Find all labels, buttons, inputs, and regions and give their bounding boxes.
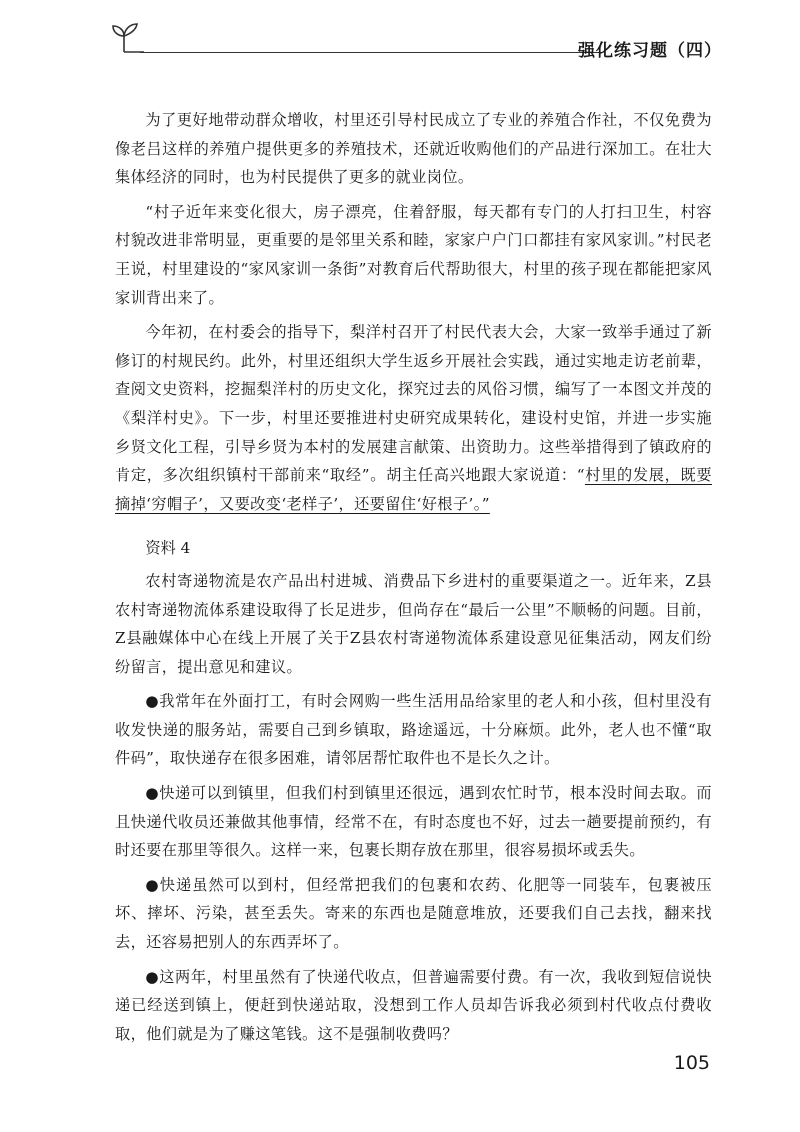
sprout-icon	[110, 22, 146, 54]
comment-item: ●我常年在外面打工，有时会网购一些生活用品给家里的老人和小孩，但村里没有收发快递的服务站，需要自己到乡镇取，路途遥远，十分麻烦。此外，老人也不懂“取件码”，取快递存在很多困难，请邻居帮忙取件也不是长久之计。	[115, 692, 712, 768]
section-heading: 资料 4	[145, 539, 191, 558]
paragraph: “村子近年来变化很大，房子漂亮，住着舒服，每天都有专门的人打扫卫生，村容村貌改进非常明显，更重要的是邻里关系和睦，家家户户门口都挂有家风家训。”村民老王说，村里建设的“家风家训一条街”对教育后代帮助很大，村里的孩子现在都能把家风家训背出来了。	[115, 202, 712, 307]
paragraph: 农村寄递物流是农产品出村进城、消费品下乡进村的重要渠道之一。近年来，Z县农村寄递物流体系建设取得了长足进步，但尚存在“最后一公里”不顺畅的问题。目前，Z县融媒体中心在线上开展了关于Z县农村寄递物流体系建设意见征集活动，网友们纷纷留言，提出意见和建议。	[115, 571, 712, 676]
paragraph	[115, 318, 712, 518]
underlined-quote: 村里的发展，既要摘掉‘穷帽子’，又要改变‘老样子’，还要留住‘好根子’。”	[115, 466, 712, 513]
comment-item: ●快递可以到镇里，但我们村到镇里还很远，遇到农忙时节，根本没时间去取。而且快递代收员还兼做其他事情，经常不在，有时态度也不好，过去一趟要提前预约，有时还要在那里等很久。这样一来，包裹长期存放在那里，很容易损坏或丢失。	[115, 784, 712, 860]
page-body	[115, 106, 712, 1054]
header-rule	[140, 52, 602, 53]
paragraph-text: 今年初，在村委会的指导下，梨洋村召开了村民代表大会，大家一致举手通过了新修订的村规民约。此外，村里还组织大学生返乡开展社会实践，通过实地走访老前辈，查阅文史资料，挖掘梨洋村的历史文化，探究过去的风俗习惯，编写了一本图文并茂的《梨洋村史》。下一步，村里还要推进村史研究成果转化，建设村史馆，并进一步实施乡贤文化工程，引导乡贤为本村的发展建言献策、出资助力。这些举措得到了镇政府的肯定，多次组织镇村干部前来“取经”。胡主任高兴地跟大家说道：“	[115, 323, 712, 485]
header-title: 强化练习题（四）	[578, 41, 722, 61]
running-header	[110, 22, 722, 62]
page-number: 105	[673, 1052, 710, 1074]
paragraph: 为了更好地带动群众增收，村里还引导村民成立了专业的养殖合作社，不仅免费为像老吕这样的养殖户提供更多的养殖技术，还就近收购他们的产品进行深加工。在壮大集体经济的同时，也为村民提供了更多的就业岗位。	[115, 111, 712, 187]
comment-item: ●这两年，村里虽然有了快递代收点，但普遍需要付费。有一次，我收到短信说快递已经送到镇上，便赶到快递站取，没想到工作人员却告诉我必须到村代收点付费收取，他们就是为了赚这笔钱。这不是强制收费吗？	[115, 967, 712, 1043]
comment-item: ●快递虽然可以到村，但经常把我们的包裹和农药、化肥等一同装车，包裹被压坏、摔坏、污染，甚至丢失。寄来的东西也是随意堆放，还要我们自己去找，翻来找去，还容易把别人的东西弄坏了。	[115, 875, 712, 952]
